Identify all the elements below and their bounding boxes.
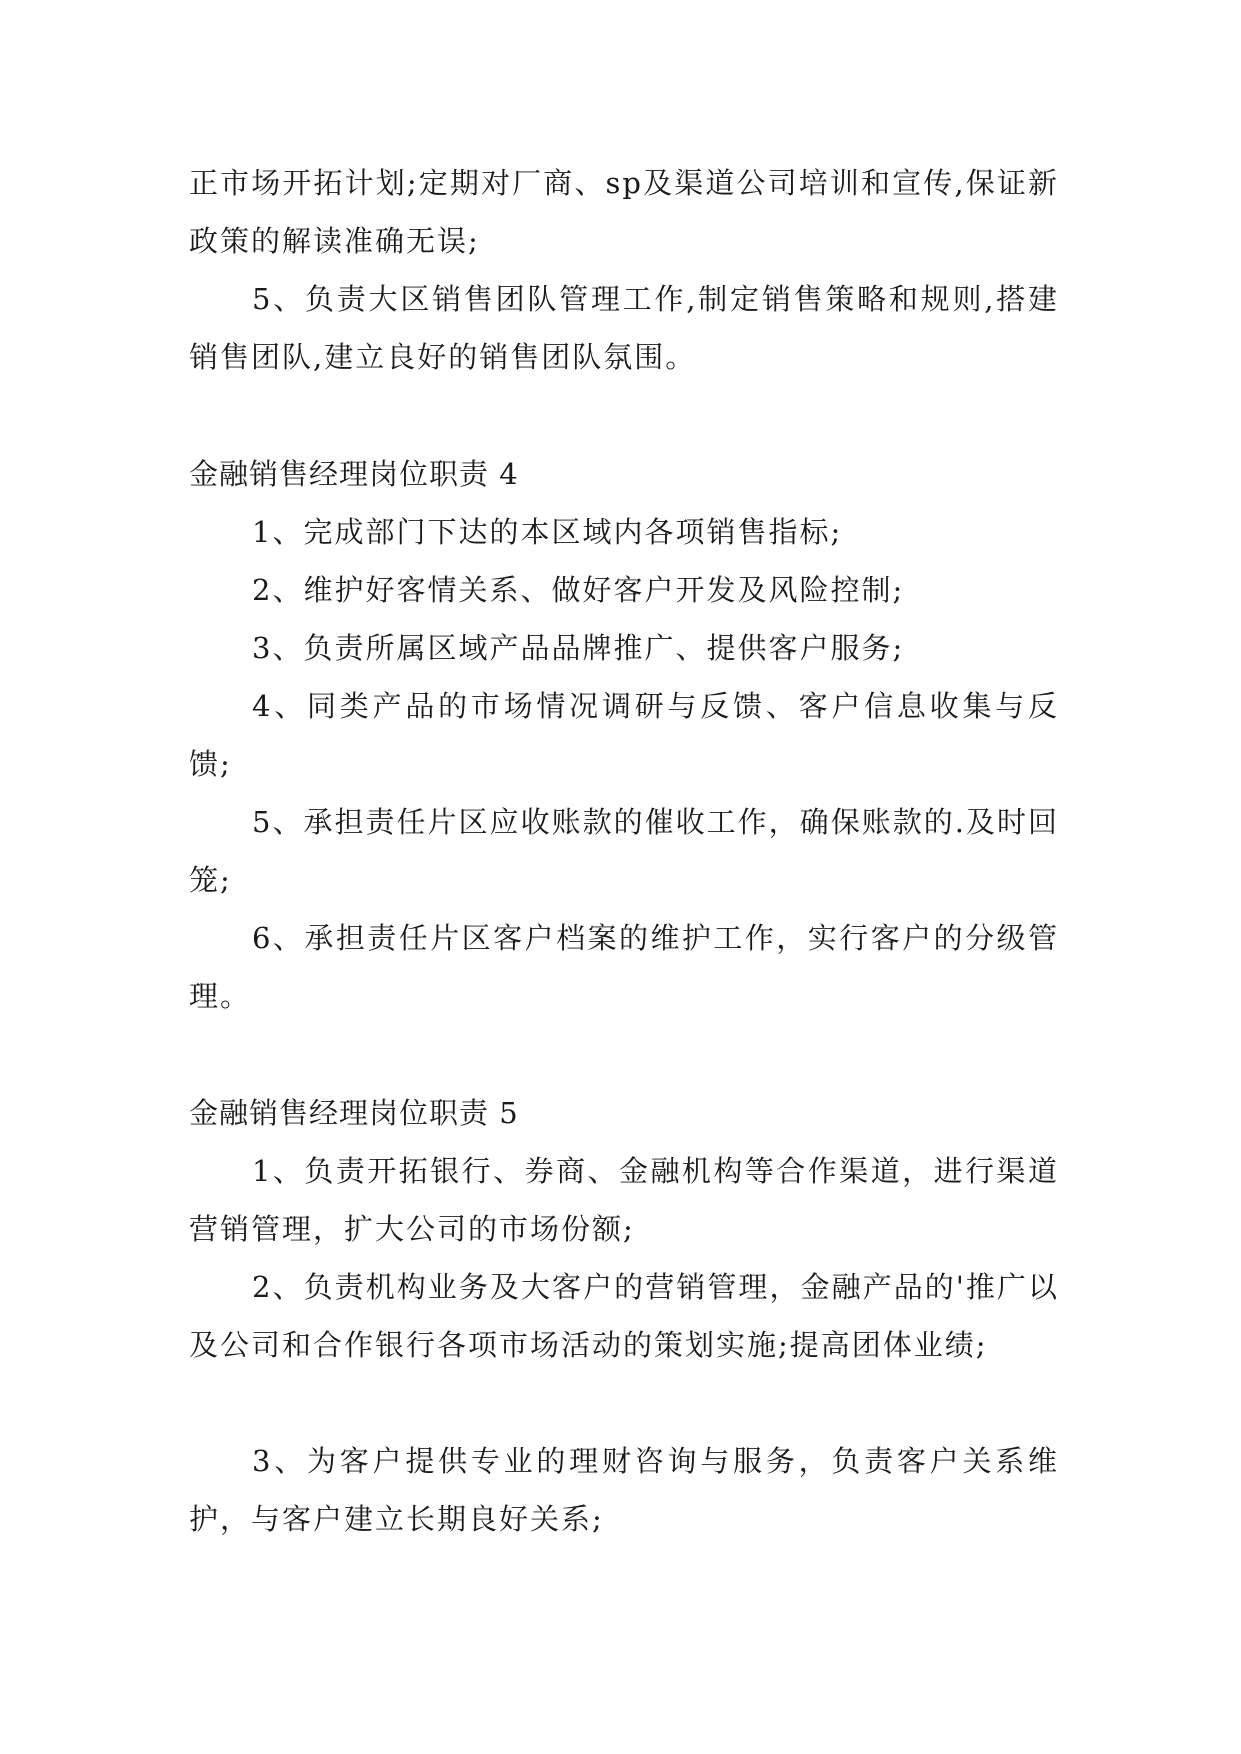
paragraph-item-3: 3、负责所属区域产品品牌推广、提供客户服务; bbox=[252, 631, 905, 665]
section-heading-5: 金融销售经理岗位职责 5 bbox=[189, 1096, 519, 1130]
paragraph-s5-item-1: 1、负责开拓银行、券商、金融机构等合作渠道，进行渠道营销管理，扩大公司的市场份额; bbox=[189, 1154, 1059, 1246]
paragraph-s5-item-3: 3、为客户提供专业的理财咨询与服务，负责客户关系维护，与客户建立长期良好关系; bbox=[189, 1444, 1059, 1536]
paragraph-item-5: 5、承担责任片区应收账款的催收工作，确保账款的.及时回笼; bbox=[189, 805, 1059, 897]
paragraph-item-5-team: 5、负责大区销售团队管理工作,制定销售策略和规则,搭建销售团队,建立良好的销售团队氛围。 bbox=[189, 282, 1059, 374]
paragraph-continuation: 正市场开拓计划;定期对厂商、sp及渠道公司培训和宣传,保证新政策的解读准确无误; bbox=[189, 166, 1059, 258]
paragraph-item-2: 2、维护好客情关系、做好客户开发及风险控制; bbox=[252, 573, 905, 607]
section-heading-4: 金融销售经理岗位职责 4 bbox=[189, 457, 519, 491]
paragraph-item-1: 1、完成部门下达的本区域内各项销售指标; bbox=[252, 515, 843, 549]
paragraph-item-6: 6、承担责任片区客户档案的维护工作，实行客户的分级管理。 bbox=[189, 921, 1059, 1013]
paragraph-item-4: 4、同类产品的市场情况调研与反馈、客户信息收集与反馈; bbox=[189, 689, 1059, 781]
paragraph-s5-item-2: 2、负责机构业务及大客户的营销管理，金融产品的'推广以及公司和合作银行各项市场活动的策划实施;提高团体业绩; bbox=[189, 1270, 1059, 1362]
